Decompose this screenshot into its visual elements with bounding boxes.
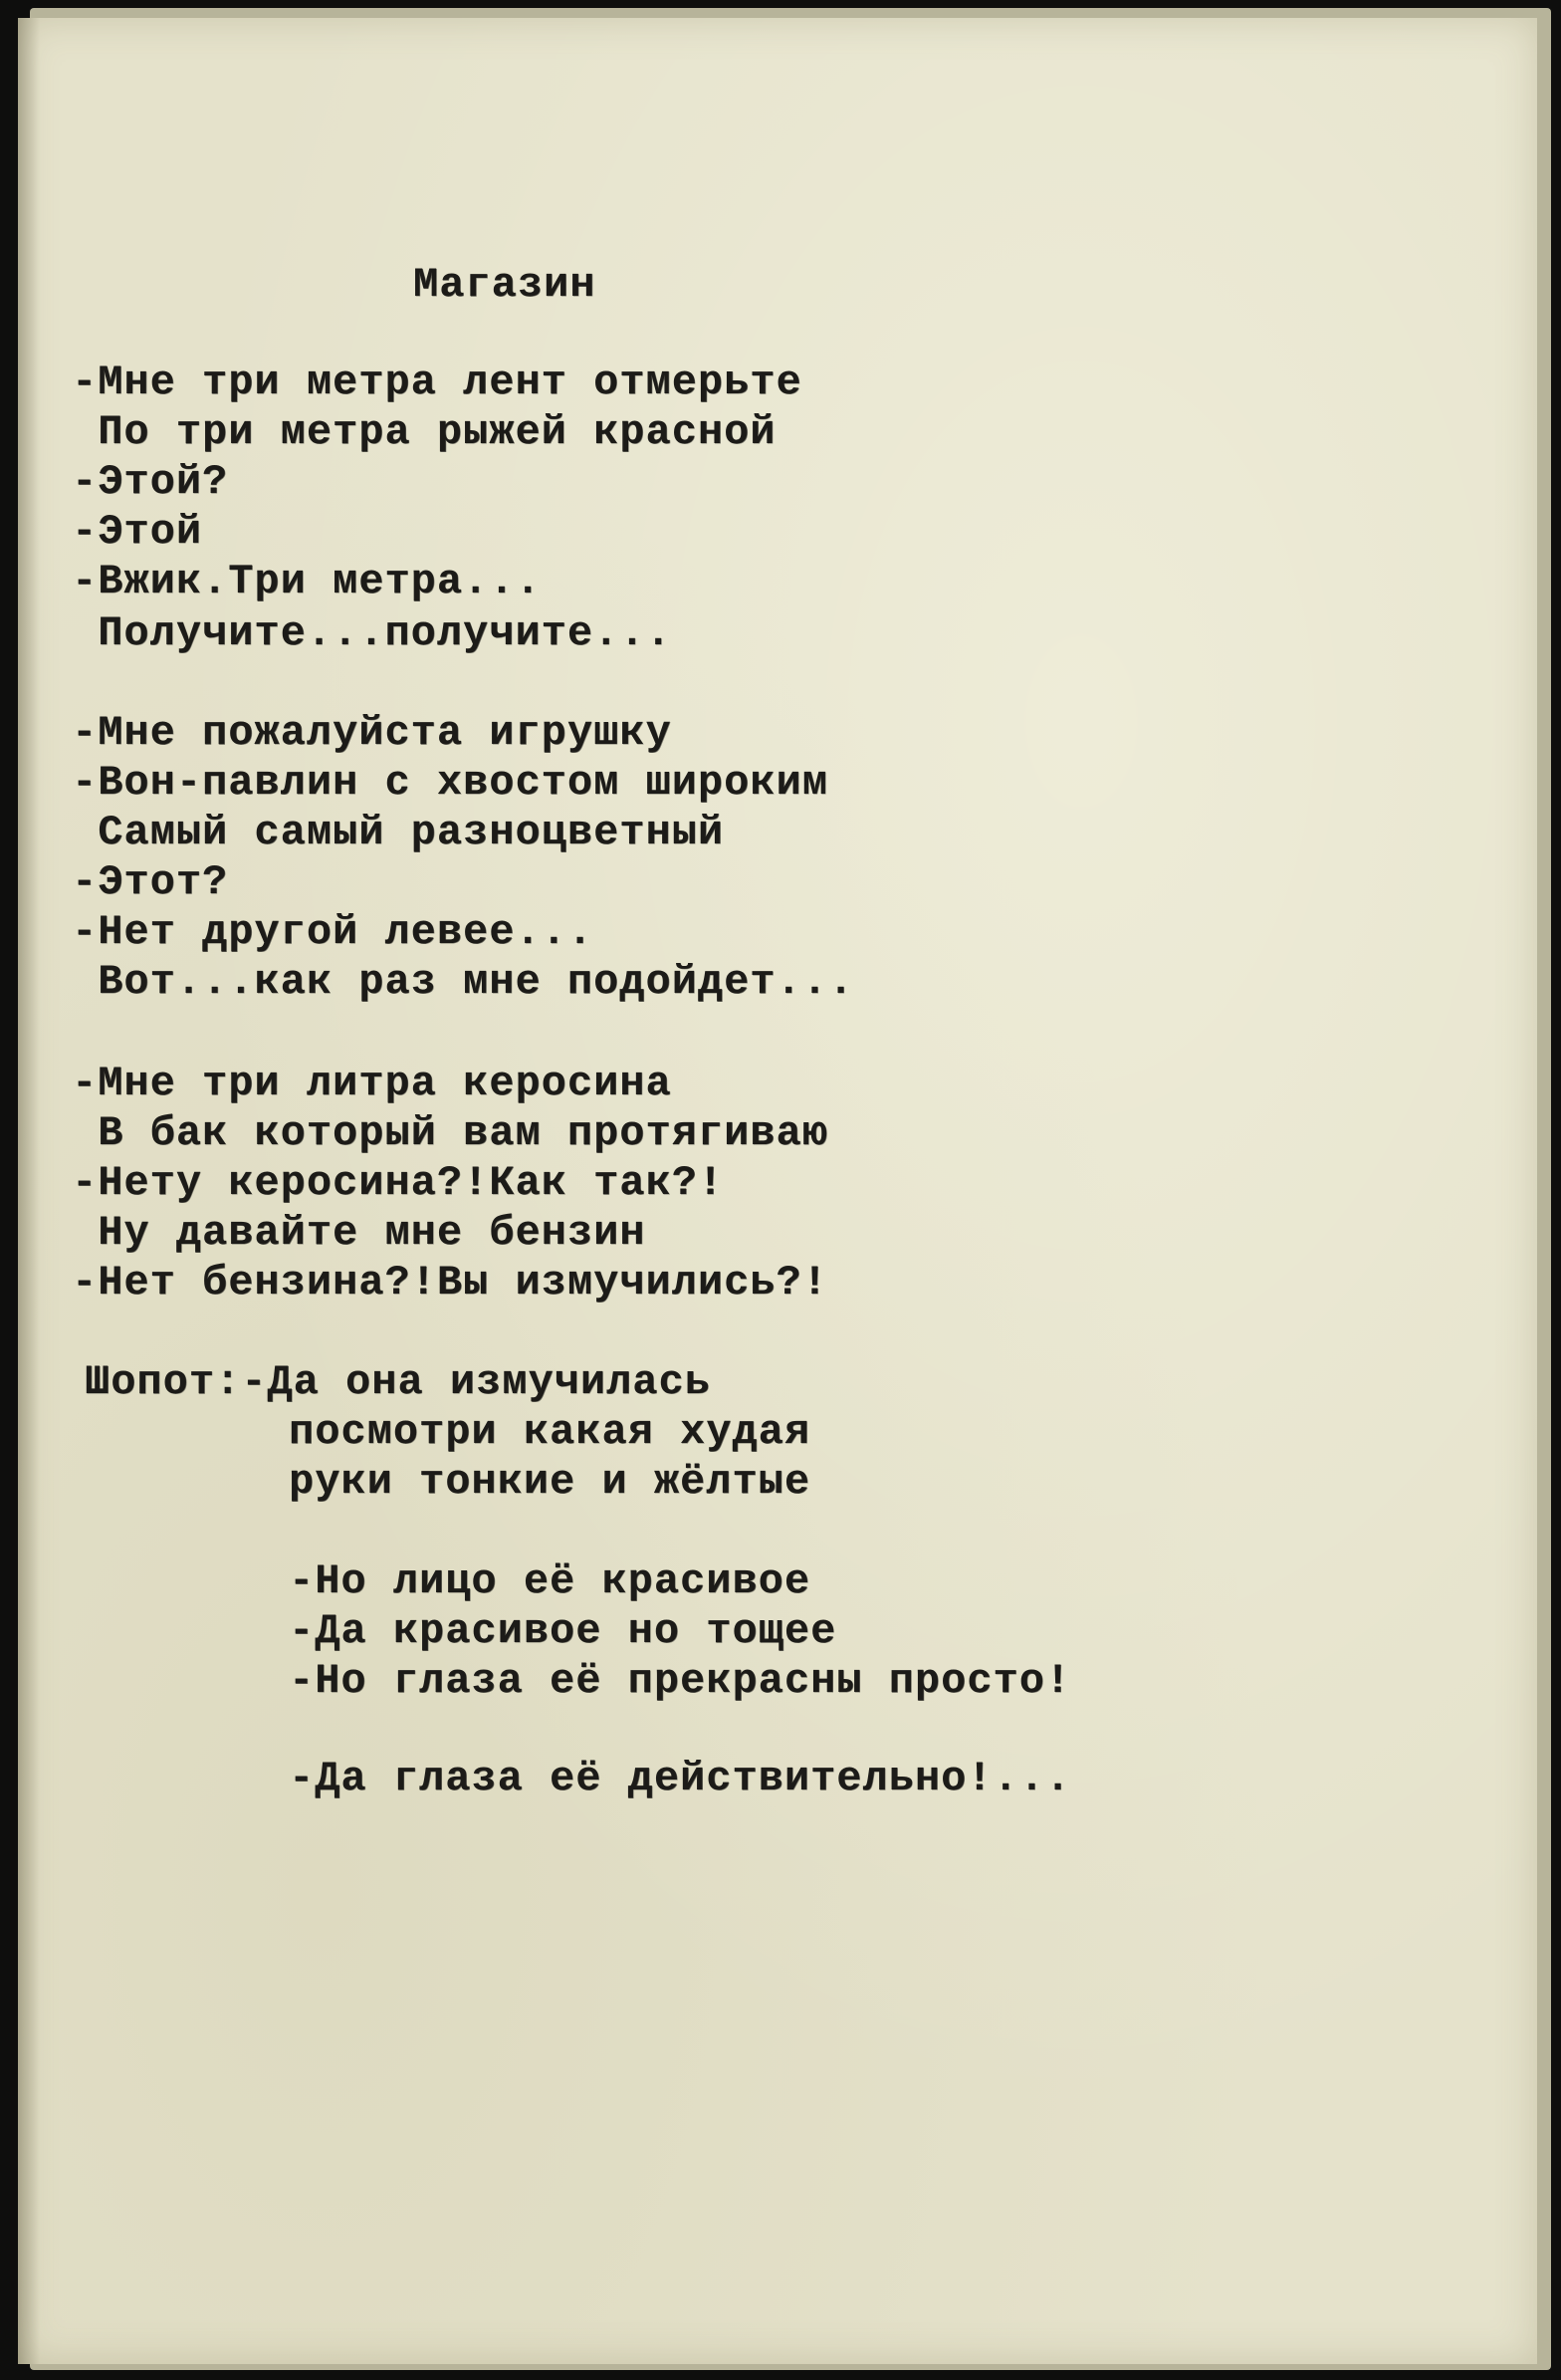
poem-line: -Но глаза её прекрасны просто! xyxy=(289,1657,1072,1705)
poem-line: -Этот? xyxy=(72,858,229,906)
poem-line: -Мне три метра лент отмерьте xyxy=(72,358,802,406)
poem-line: По три метра рыжей красной xyxy=(72,408,777,456)
poem-line: -Нет другой левее... xyxy=(72,908,594,956)
poem-line: -Но лицо её красивое xyxy=(289,1557,811,1605)
poem-line: -Нету керосина?!Как так?! xyxy=(72,1159,725,1207)
poem-line: -Этой? xyxy=(72,458,229,506)
poem-line: посмотри какая худая xyxy=(289,1408,811,1456)
poem-line: -Нет бензина?!Вы измучились?! xyxy=(72,1259,828,1307)
page-binding-shadow xyxy=(18,18,40,2364)
poem-line: В бак который вам протягиваю xyxy=(72,1109,828,1157)
poem-line: Вот...как раз мне подойдет... xyxy=(72,958,855,1006)
poem-line: -Да красивое но тощее xyxy=(289,1607,837,1655)
poem-line: Получите...получите... xyxy=(72,609,672,657)
poem-line: Шопот:-Да она измучилась xyxy=(85,1358,711,1406)
poem-line: -Да глаза её действительно!... xyxy=(289,1755,1072,1802)
poem-line: Самый самый разноцветный xyxy=(72,809,725,856)
poem-line: Ну давайте мне бензин xyxy=(72,1209,646,1257)
poem-line: -Вжик.Три метра... xyxy=(72,558,542,605)
poem-title: Магазин xyxy=(413,261,596,309)
poem-line: руки тонкие и жёлтые xyxy=(289,1458,811,1506)
poem-line: -Этой xyxy=(72,508,203,556)
poem-line: -Вон-павлин с хвостом широким xyxy=(72,759,828,807)
poem-line: -Мне пожалуйста игрушку xyxy=(72,709,672,757)
poem-line: -Мне три литра керосина xyxy=(72,1060,672,1107)
